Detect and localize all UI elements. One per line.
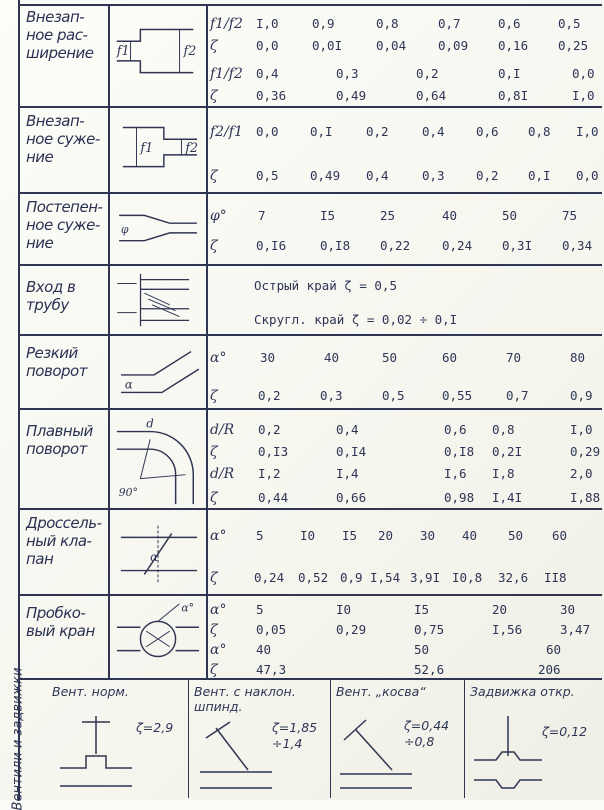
row-name <box>18 194 110 264</box>
value: 80 <box>570 350 586 365</box>
value: 0,I8 <box>320 238 351 253</box>
value: 0,3 <box>336 66 359 81</box>
value: I,88 <box>570 490 601 505</box>
value: 0,49 <box>336 88 367 103</box>
value: 0,3 <box>422 168 445 183</box>
value: 30 <box>420 528 436 543</box>
value: 0,9 <box>312 16 335 31</box>
symbol: ζ <box>210 168 218 184</box>
row-data <box>206 4 602 106</box>
value: 0,2 <box>476 168 499 183</box>
value: 20 <box>378 528 394 543</box>
value: I0,8 <box>452 570 483 585</box>
svg-text:d: d <box>146 416 154 431</box>
svg-text:φ: φ <box>121 222 129 236</box>
name-line: вый кран <box>26 622 95 640</box>
symbol: α° <box>210 528 227 544</box>
value: 40 <box>256 642 272 657</box>
rounded-edge-note: Скругл. край ζ = 0,02 ÷ 0,I <box>254 312 458 327</box>
value: 0,I4 <box>336 444 367 459</box>
sudden-expansion-sketch <box>110 4 208 106</box>
row-name <box>18 108 110 192</box>
symbol: ζ <box>210 490 218 506</box>
data-line <box>206 66 598 82</box>
symbol: ζ <box>210 388 218 404</box>
value: 0,52 <box>298 570 329 585</box>
row-name <box>18 510 110 594</box>
data-line <box>206 88 598 104</box>
value: 75 <box>562 208 578 223</box>
data-line <box>206 642 598 658</box>
data-line <box>206 124 598 140</box>
name-line: ние <box>26 234 54 252</box>
row-sudden-expansion <box>18 4 602 108</box>
name-line: ный кла- <box>26 532 92 550</box>
value: 0,49 <box>310 168 341 183</box>
svg-text:f1: f1 <box>140 139 154 155</box>
valve-kosva-drawing <box>336 714 416 794</box>
value: II8 <box>544 570 567 585</box>
value: 50 <box>414 642 430 657</box>
row-sudden-contraction <box>18 108 602 194</box>
name-line: пан <box>26 550 54 568</box>
valve-kosva <box>330 680 465 798</box>
value: I,6 <box>444 466 467 481</box>
value: 0,I <box>528 168 551 183</box>
value: 0,25 <box>558 38 589 53</box>
value: 0,4 <box>336 422 359 437</box>
value: 60 <box>442 350 458 365</box>
svg-text:f2: f2 <box>185 139 199 155</box>
row-data <box>206 596 602 678</box>
value: 30 <box>560 602 576 617</box>
value: I,4I <box>492 490 523 505</box>
value: 0,75 <box>414 622 445 637</box>
value: 0,7 <box>438 16 461 31</box>
value: 52,6 <box>414 662 445 677</box>
name-line: Дроссель- <box>26 514 102 532</box>
value: 0,9 <box>340 570 363 585</box>
data-line <box>206 168 598 184</box>
symbol: f1/f2 <box>210 16 243 32</box>
data-line <box>206 422 598 438</box>
value: 0,36 <box>256 88 287 103</box>
value: 0,24 <box>254 570 285 585</box>
name-line: Плавный <box>26 422 93 440</box>
value: 0,4 <box>256 66 279 81</box>
value: 0,0 <box>256 124 279 139</box>
value: I5 <box>414 602 430 617</box>
symbol: ζ <box>210 38 218 54</box>
sharp-edge-note: Острый край ζ = 0,5 <box>254 278 397 293</box>
data-line <box>206 466 598 482</box>
value: 0,0 <box>576 168 599 183</box>
value: 0,29 <box>336 622 367 637</box>
sharp-bend-sketch <box>110 336 208 408</box>
value: 0,I6 <box>256 238 287 253</box>
butterfly-valve-sketch <box>110 510 208 594</box>
value: 0,7 <box>506 388 529 403</box>
row-data <box>206 410 602 508</box>
value: 0,5 <box>558 16 581 31</box>
row-data <box>206 266 602 334</box>
data-line <box>206 602 598 618</box>
value: 0,0 <box>572 66 595 81</box>
name-line: Резкий <box>26 344 78 362</box>
value: 70 <box>506 350 522 365</box>
data-line <box>206 528 598 544</box>
symbol: f1/f2 <box>210 66 243 82</box>
value: 0,8I <box>498 88 529 103</box>
data-line <box>206 444 601 460</box>
svg-text:90°: 90° <box>118 486 138 500</box>
valve-title: Вент. с наклон. шпинд. <box>194 684 296 714</box>
row-data <box>206 336 602 408</box>
value: I5 <box>342 528 358 543</box>
left-border <box>18 0 20 800</box>
row-data <box>206 108 602 192</box>
value: 0,29 <box>570 444 601 459</box>
row-name <box>18 4 110 106</box>
value: 3,47 <box>560 622 591 637</box>
valve-title: Вент. норм. <box>52 684 129 699</box>
value: 0,4 <box>366 168 389 183</box>
value: 0,98 <box>444 490 475 505</box>
value: 3,9I <box>410 570 441 585</box>
name-line: ное суже- <box>26 216 100 234</box>
value: I,4 <box>336 466 359 481</box>
row-butterfly-valve <box>18 510 602 596</box>
value: 0,05 <box>256 622 287 637</box>
value: 40 <box>442 208 458 223</box>
data-line <box>206 622 598 638</box>
data-line <box>206 662 598 678</box>
data-line <box>206 38 598 54</box>
value: I0 <box>336 602 352 617</box>
value: I,54 <box>370 570 401 585</box>
value: 7 <box>258 208 266 223</box>
value: 0,6 <box>444 422 467 437</box>
value: 47,3 <box>256 662 287 677</box>
name-line: поворот <box>26 440 87 458</box>
value: 0,8 <box>376 16 399 31</box>
value: 0,6 <box>498 16 521 31</box>
name-line: Вход в <box>26 278 76 296</box>
value: I0 <box>300 528 316 543</box>
symbol: φ° <box>210 208 227 224</box>
name-line: Пробко- <box>26 604 86 622</box>
value: I,8 <box>492 466 515 481</box>
row-sharp-bend <box>18 336 602 410</box>
symbol: α° <box>210 642 227 658</box>
name-line: Внезап- <box>26 8 85 26</box>
value: 30 <box>260 350 276 365</box>
value: 0,0I <box>312 38 343 53</box>
row-name <box>18 336 110 408</box>
value: 40 <box>324 350 340 365</box>
valve-normal <box>46 680 189 798</box>
value: I,0 <box>570 422 593 437</box>
value: 60 <box>546 642 562 657</box>
value: 60 <box>552 528 568 543</box>
smooth-bend-sketch <box>110 410 208 508</box>
name-line: ширение <box>26 44 94 62</box>
value: 0,2 <box>258 388 281 403</box>
value: 0,22 <box>380 238 411 253</box>
value: 0,2I <box>492 444 523 459</box>
value: I,0 <box>572 88 595 103</box>
valve-inclined-drawing <box>196 720 276 794</box>
data-line <box>206 208 598 224</box>
valve-gate-drawing <box>470 710 546 794</box>
symbol: f2/f1 <box>210 124 243 140</box>
symbol: ζ <box>210 570 218 586</box>
value: I,0 <box>576 124 599 139</box>
valve-title: Задвижка откр. <box>470 684 575 699</box>
value: 0,2 <box>416 66 439 81</box>
name-line: Внезап- <box>26 112 85 130</box>
data-line <box>206 238 598 254</box>
row-data <box>206 510 602 594</box>
svg-text:α°: α° <box>181 601 195 615</box>
value: 40 <box>462 528 478 543</box>
value: 206 <box>538 662 561 677</box>
value: 0,16 <box>498 38 529 53</box>
valves-section <box>18 680 602 798</box>
value: 0,3 <box>320 388 343 403</box>
value: 50 <box>382 350 398 365</box>
valve-zeta: ζ=2,9 <box>136 720 174 735</box>
symbol: ζ <box>210 662 218 678</box>
data-line <box>206 350 598 366</box>
symbol: d/R <box>210 422 235 438</box>
svg-text:f2: f2 <box>183 44 197 60</box>
data-line <box>206 16 598 32</box>
svg-text:α: α <box>124 377 133 392</box>
value: 50 <box>508 528 524 543</box>
row-smooth-bend <box>18 410 602 510</box>
value: 0,34 <box>562 238 593 253</box>
value: 0,I <box>498 66 521 81</box>
value: 32,6 <box>498 570 529 585</box>
name-line: трубу <box>26 296 69 314</box>
valves-label-text: Вентили и задвижки <box>10 667 26 810</box>
value: 0,55 <box>442 388 473 403</box>
value: 0,6 <box>476 124 499 139</box>
value: 20 <box>492 602 508 617</box>
name-line: ние <box>26 148 54 166</box>
value: 0,24 <box>442 238 473 253</box>
value: I,56 <box>492 622 523 637</box>
name-line: ное суже- <box>26 130 100 148</box>
value: 0,I3 <box>258 444 289 459</box>
value: 2,0 <box>570 466 593 481</box>
value: 0,I <box>310 124 333 139</box>
data-line <box>206 570 598 586</box>
value: 0,66 <box>336 490 367 505</box>
row-name <box>18 266 110 334</box>
data-line <box>206 388 598 404</box>
svg-text:f1: f1 <box>116 44 130 60</box>
symbol: d/R <box>210 466 235 482</box>
value: I5 <box>320 208 336 223</box>
value: 0,I8 <box>444 444 475 459</box>
row-name <box>18 596 110 678</box>
sudden-contraction-sketch <box>110 108 208 192</box>
value: 0,9 <box>570 388 593 403</box>
row-gradual-contraction <box>18 194 602 266</box>
value: 0,64 <box>416 88 447 103</box>
value: 0,09 <box>438 38 469 53</box>
symbol: α° <box>210 602 227 618</box>
value: 0,2 <box>366 124 389 139</box>
value: 0,8 <box>528 124 551 139</box>
value: 0,04 <box>376 38 407 53</box>
value: I,2 <box>258 466 281 481</box>
valve-zeta: ζ=0,44 ÷0,8 <box>404 718 450 749</box>
value: 0,0 <box>256 38 279 53</box>
valve-zeta: ζ=0,12 <box>542 724 588 739</box>
valve-zeta: ζ=1,85 ÷1,4 <box>272 720 318 751</box>
value: 0,5 <box>256 168 279 183</box>
name-line: ное рас- <box>26 26 88 44</box>
row-pipe-entrance <box>18 266 602 336</box>
value: 50 <box>502 208 518 223</box>
value: 0,4 <box>422 124 445 139</box>
name-line: Постепен- <box>26 198 103 216</box>
symbol: ζ <box>210 622 218 638</box>
valve-title: Вент. „косва“ <box>336 684 426 699</box>
row-plug-cock <box>18 596 602 680</box>
valve-gate <box>464 680 600 798</box>
value: 5 <box>256 602 264 617</box>
valve-normal-drawing <box>56 710 136 794</box>
symbol: ζ <box>210 444 218 460</box>
value: 0,8 <box>492 422 515 437</box>
row-name <box>18 410 110 508</box>
value: 25 <box>380 208 396 223</box>
name-line: поворот <box>26 362 87 380</box>
row-data <box>206 194 602 264</box>
plug-cock-sketch <box>110 596 208 678</box>
value: 0,5 <box>382 388 405 403</box>
svg-text:α: α <box>150 549 159 564</box>
value: 0,2 <box>258 422 281 437</box>
value: 5 <box>256 528 264 543</box>
value: I,0 <box>256 16 279 31</box>
gradual-contraction-sketch <box>110 194 208 264</box>
pipe-entrance-sketch <box>110 266 208 334</box>
valve-inclined-spindle <box>188 680 331 798</box>
data-line <box>206 490 601 506</box>
value: 0,44 <box>258 490 289 505</box>
symbol: ζ <box>210 238 218 254</box>
symbol: ζ <box>210 88 218 104</box>
value: 0,3I <box>502 238 533 253</box>
symbol: α° <box>210 350 227 366</box>
